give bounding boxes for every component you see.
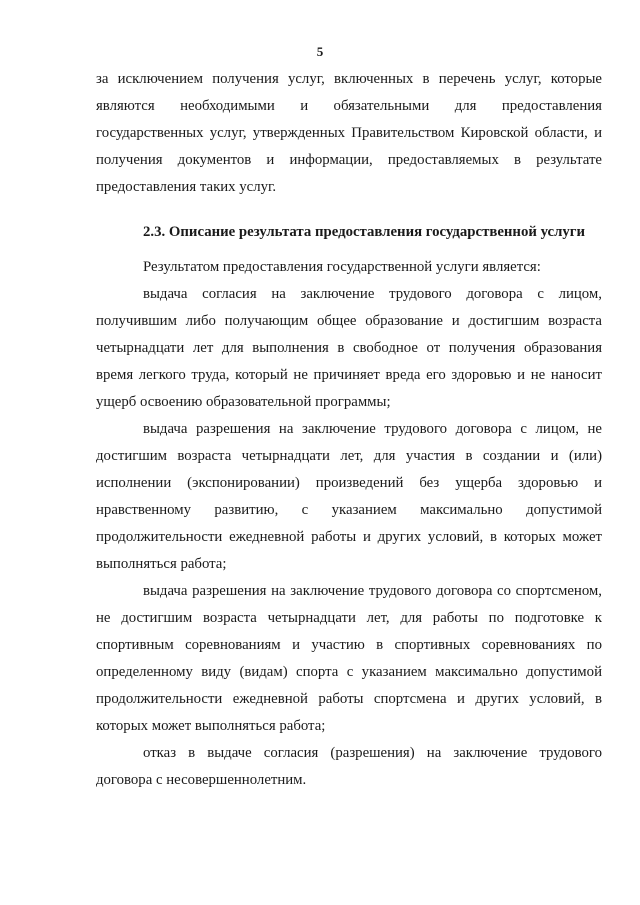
consent-paragraph: выдача согласия на заключение трудового договора с лицом, получившим либо получающим общее образование и достигшим возраста четырнадцати лет для выполнения в свободное от получения образования время легкого труда, который не причиняет вреда его здоровью и не наносит ущерб освоению образовательной программы; <box>96 286 602 410</box>
result-intro-paragraph: Результатом предоставления государственной услуги является: <box>143 259 541 275</box>
document-body <box>96 66 602 794</box>
intro-paragraph: за исключением получения услуг, включенных в перечень услуг, которые являются необходимыми и обязательными для предоставления государственных услуг, утвержденных Правительством Кировской области, и получения документов и информации, предоставляемых в результате предоставления таких услуг. <box>96 71 602 195</box>
permission-sport-paragraph: выдача разрешения на заключение трудового договора со спортсменом, не достигшим возраста четырнадцати лет, для работы по подготовке к спортивным соревнованиям и участию в спортивных соревнованиях по определенному виду (видам) спорта с указанием максимально допустимой продолжительности ежедневной работы спортсмена и других условий, в которых может выполняться работа; <box>96 583 602 734</box>
permission-creative-paragraph: выдача разрешения на заключение трудового договора с лицом, не достигшим возраста четырнадцати лет, для участия в создании и (или) исполнении (экспонировании) произведений без ущерба здоровью и нравственному развитию, с указанием максимально допустимой продолжительности ежедневной работы и других условий, в которых может выполняться работа; <box>96 421 602 572</box>
refusal-paragraph: отказ в выдаче согласия (разрешения) на заключение трудового договора с несовершеннолетним. <box>96 745 602 788</box>
page-number: 5 <box>316 44 324 59</box>
section-heading: 2.3. Описание результата предоставления государственной услуги <box>143 224 586 240</box>
